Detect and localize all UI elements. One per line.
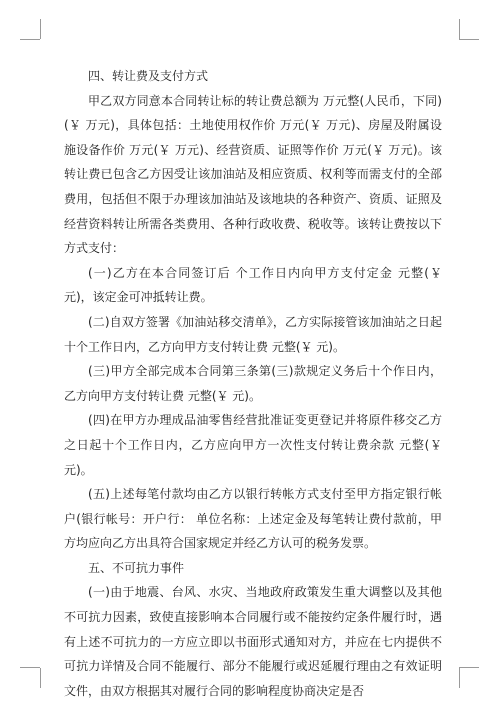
section-4-intro: 甲乙双方同意本合同转让标的转让费总额为 万元整(人民币，下同)(￥ 万元)，具体包括：土地使用权作价 万元(￥ 万元)、房屋及附属设施设备作价 万元(￥ 万元)、经营资质、证照等作价 万元(￥ 万元)。该转让费已包含乙方因受让该加油站及相应资质、权利等而需支付的全部费用，包括但不限于办理该加油站及该地块的各种资产、资质、证照及经营资料转让所需各类费用、各种行政收费、税收等。该转让费按以下方式支付：: [64, 93, 442, 256]
crop-mark-top-right: [459, 19, 460, 39]
payment-item-2: (二)自双方签署《加油站移交清单》，乙方实际接管该加油站之日起十个工作日内，乙方向甲方支付转让费 元整(￥ 元)。: [64, 314, 442, 354]
crop-mark-bottom-right: [459, 668, 460, 688]
section-5-heading: 五、不可抗力事件: [88, 560, 185, 575]
payment-item-1: (一)乙方在本合同签订后 个工作日内向甲方支付定金 元整(￥ 元)，该定金可冲抵转让费。: [64, 265, 442, 305]
payment-item-4: (四)在甲方办理成品油零售经营批准证变更登记并将原件移交乙方之日起十个工作日内，乙方应向甲方一次性支付转让费余款 元整(￥ 元)。: [64, 413, 442, 477]
crop-mark-bottom-right: [459, 667, 479, 668]
crop-mark-top-right: [459, 39, 479, 40]
crop-mark-bottom-left: [20, 667, 40, 668]
payment-item-3: (三)甲方全部完成本合同第三条第(三)款规定义务后十个作日内，乙方向甲方支付转让费 元整(￥ 元)。: [64, 364, 442, 403]
force-majeure-item-1: (一)由于地震、台风、水灾、当地政府政策发生重大调整以及其他不可抗力因素，致使直接影响本合同履行或不能按约定条件履行时，遇有上述不可抗力的一方应立即以书面形式通知对方，并应在七内提供不可抗力详情及合同不能履行、部分不能履行或迟延履行理由之有效证明文件，由双方根据其对履行合同的影响程度协商决定是否: [64, 585, 442, 698]
payment-item-5: (五)上述每笔付款均由乙方以银行转帐方式支付至甲方指定银行帐户(银行帐号：开户行： 单位名称：上述定金及每笔转让费付款前，甲方均应向乙方出具符合国家规定并经乙方认可的税务发票。: [64, 487, 442, 551]
document-body: [64, 64, 442, 703]
section-4-heading: 四、转让费及支付方式: [88, 69, 209, 83]
crop-mark-top-left: [40, 19, 41, 39]
crop-mark-bottom-left: [40, 668, 41, 688]
crop-mark-top-left: [20, 39, 40, 40]
